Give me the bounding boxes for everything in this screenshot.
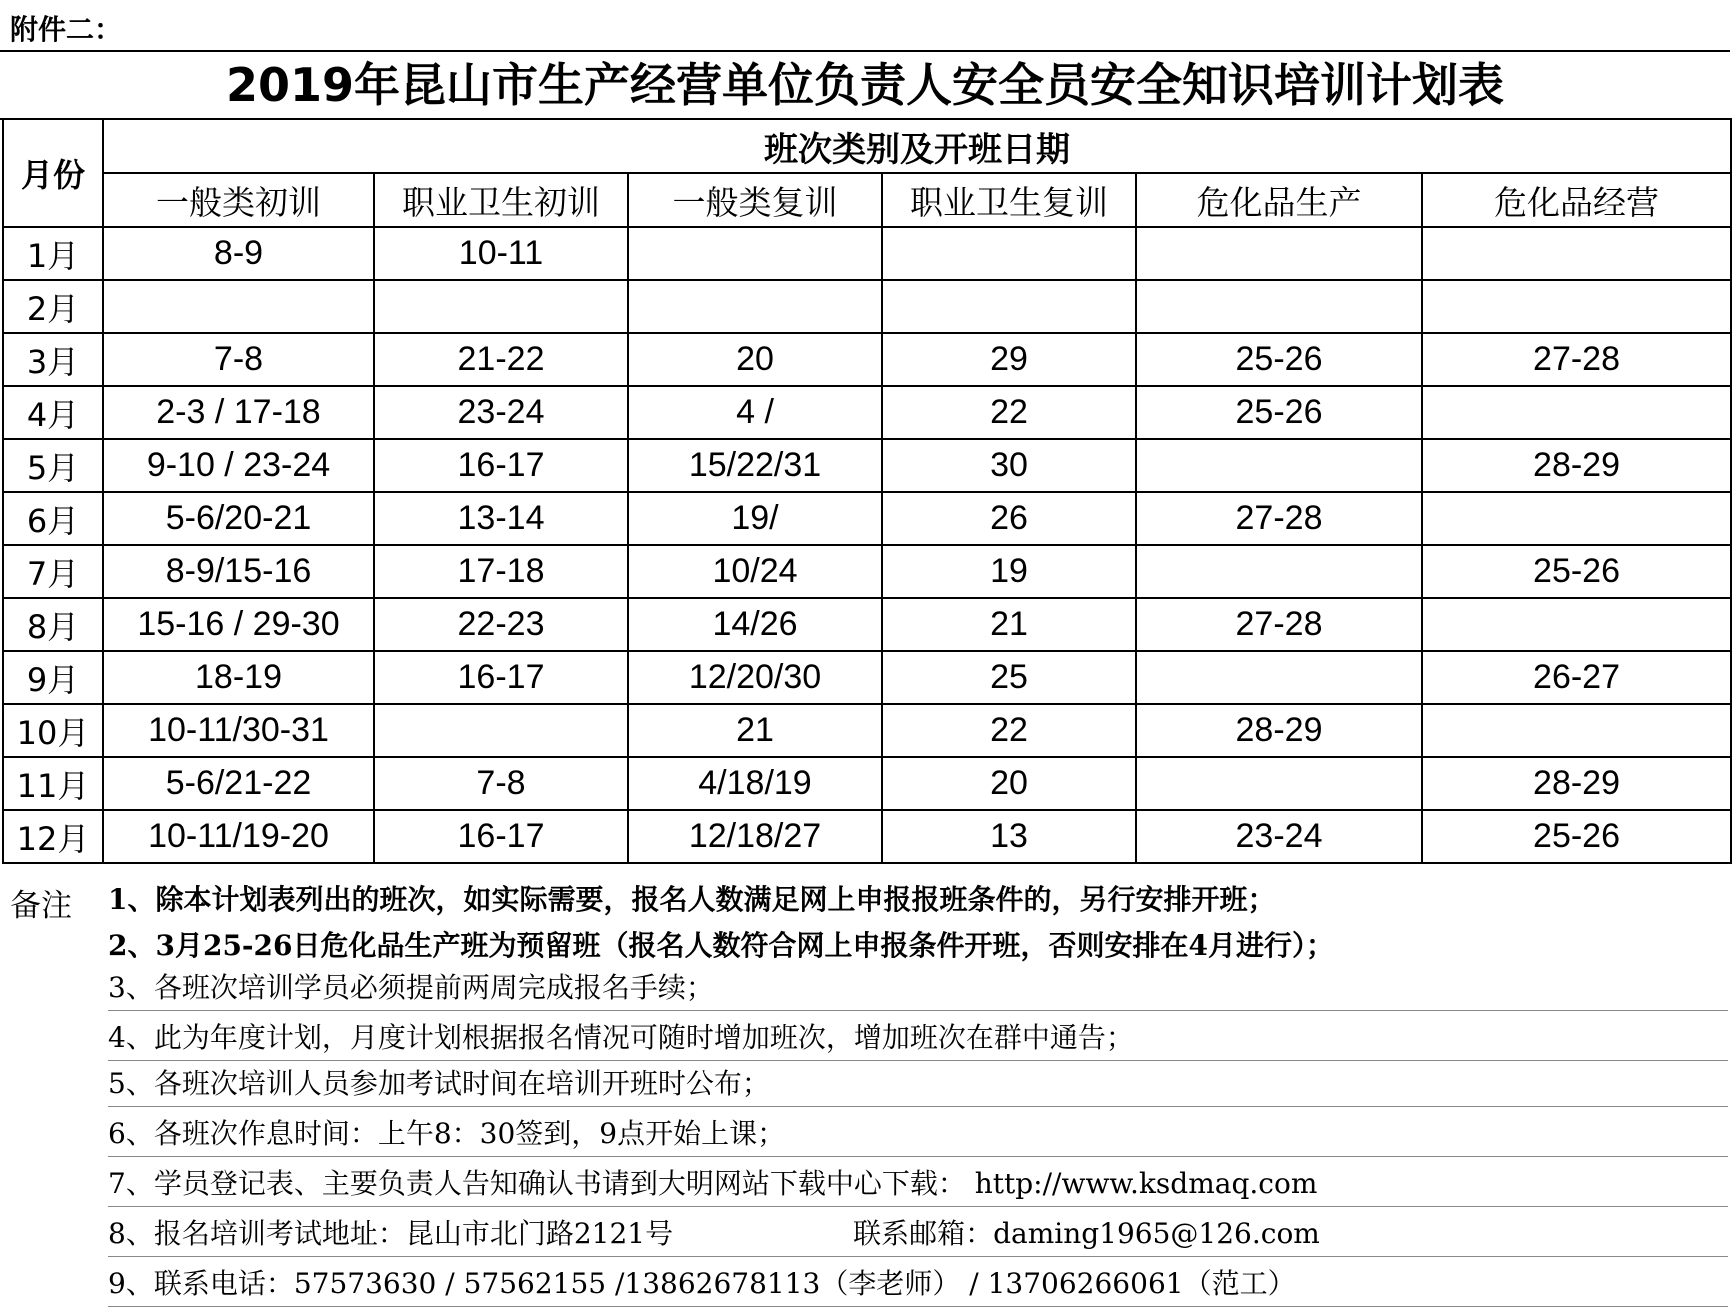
month-cell: 1月: [3, 227, 103, 280]
date-cell: 25: [882, 651, 1136, 704]
date-cell: [1136, 545, 1422, 598]
month-cell: 7月: [3, 545, 103, 598]
column-header: 一般类初训: [103, 173, 374, 227]
date-cell: 16-17: [374, 651, 628, 704]
date-cell: 13-14: [374, 492, 628, 545]
date-cell: 15/22/31: [628, 439, 882, 492]
date-cell: [1422, 227, 1731, 280]
date-cell: 20: [882, 757, 1136, 810]
note-email: 联系邮箱：daming1965@126.com: [853, 1217, 1320, 1250]
note-item: 2、3月25-26日危化品生产班为预留班（报名人数符合网上申报条件开班，否则安排在4月进行）；: [108, 929, 1335, 962]
date-cell: [1136, 651, 1422, 704]
date-cell: [628, 227, 882, 280]
column-header: 危化品生产: [1136, 173, 1422, 227]
month-cell: 3月: [3, 333, 103, 386]
date-cell: [374, 280, 628, 333]
date-cell: [882, 227, 1136, 280]
date-cell: [1136, 757, 1422, 810]
month-cell: 8月: [3, 598, 103, 651]
date-cell: [1422, 280, 1731, 333]
date-cell: 29: [882, 333, 1136, 386]
month-cell: 5月: [3, 439, 103, 492]
table-row: [3, 492, 1731, 545]
date-cell: 4 /: [628, 386, 882, 439]
date-cell: 10-11/30-31: [103, 704, 374, 757]
date-cell: 17-18: [374, 545, 628, 598]
date-cell: 28-29: [1136, 704, 1422, 757]
date-cell: 7-8: [103, 333, 374, 386]
class-category-group-header: 班次类别及开班日期: [103, 119, 1731, 173]
table-row: [3, 598, 1731, 651]
date-cell: 27-28: [1422, 333, 1731, 386]
date-cell: 25-26: [1136, 386, 1422, 439]
date-cell: 18-19: [103, 651, 374, 704]
month-cell: 2月: [3, 280, 103, 333]
month-cell: 6月: [3, 492, 103, 545]
date-cell: 13: [882, 810, 1136, 863]
date-cell: 22-23: [374, 598, 628, 651]
date-cell: 8-9: [103, 227, 374, 280]
date-cell: 12/20/30: [628, 651, 882, 704]
note-item: 6、各班次作息时间：上午8：30签到，9点开始上课；: [108, 1112, 1728, 1157]
date-cell: [882, 280, 1136, 333]
table-row: [3, 439, 1731, 492]
date-cell: 5-6/20-21: [103, 492, 374, 545]
date-cell: 23-24: [1136, 810, 1422, 863]
date-cell: 21: [628, 704, 882, 757]
table-row: [3, 545, 1731, 598]
date-cell: 2-3 / 17-18: [103, 386, 374, 439]
date-cell: 26: [882, 492, 1136, 545]
note-item: 9、联系电话：57573630 / 57562155 /13862678113（李老师） / 13706266061（范工）: [108, 1262, 1728, 1307]
note-item: 5、各班次培训人员参加考试时间在培训开班时公布；: [108, 1062, 1728, 1107]
date-cell: 10/24: [628, 545, 882, 598]
date-cell: 19: [882, 545, 1136, 598]
column-header: 职业卫生复训: [882, 173, 1136, 227]
table-row: [3, 280, 1731, 333]
date-cell: [1136, 280, 1422, 333]
date-cell: 22: [882, 386, 1136, 439]
training-schedule-table: [2, 118, 1732, 864]
table-row: [3, 333, 1731, 386]
column-header: 一般类复训: [628, 173, 882, 227]
date-cell: 4/18/19: [628, 757, 882, 810]
note-item: 3、各班次培训学员必须提前两周完成报名手续；: [108, 966, 1728, 1011]
month-cell: 4月: [3, 386, 103, 439]
note-item-address: [108, 1212, 1728, 1257]
date-cell: 22: [882, 704, 1136, 757]
date-cell: 19/: [628, 492, 882, 545]
table-row: [3, 227, 1731, 280]
date-cell: [628, 280, 882, 333]
date-cell: 28-29: [1422, 439, 1731, 492]
date-cell: 20: [628, 333, 882, 386]
note-item: 4、此为年度计划，月度计划根据报名情况可随时增加班次，增加班次在群中通告；: [108, 1016, 1728, 1061]
date-cell: 8-9/15-16: [103, 545, 374, 598]
table-row: [3, 757, 1731, 810]
table-row: [3, 810, 1731, 863]
date-cell: 16-17: [374, 810, 628, 863]
month-column-header: 月份: [3, 119, 103, 227]
table-row: [3, 386, 1731, 439]
date-cell: 21: [882, 598, 1136, 651]
date-cell: 25-26: [1422, 545, 1731, 598]
date-cell: [1422, 386, 1731, 439]
date-cell: [374, 704, 628, 757]
date-cell: 10-11: [374, 227, 628, 280]
date-cell: 16-17: [374, 439, 628, 492]
date-cell: [1422, 704, 1731, 757]
date-cell: 15-16 / 29-30: [103, 598, 374, 651]
date-cell: 9-10 / 23-24: [103, 439, 374, 492]
date-cell: [103, 280, 374, 333]
date-cell: 7-8: [374, 757, 628, 810]
date-cell: 5-6/21-22: [103, 757, 374, 810]
date-cell: 10-11/19-20: [103, 810, 374, 863]
date-cell: 23-24: [374, 386, 628, 439]
column-header: 职业卫生初训: [374, 173, 628, 227]
date-cell: [1136, 439, 1422, 492]
date-cell: 12/18/27: [628, 810, 882, 863]
column-header: 危化品经营: [1422, 173, 1731, 227]
date-cell: [1136, 227, 1422, 280]
month-cell: 12月: [3, 810, 103, 863]
month-cell: 9月: [3, 651, 103, 704]
date-cell: 14/26: [628, 598, 882, 651]
attachment-label: 附件二：: [10, 13, 123, 46]
table-row: [3, 704, 1731, 757]
month-cell: 11月: [3, 757, 103, 810]
date-cell: 27-28: [1136, 492, 1422, 545]
date-cell: [1422, 492, 1731, 545]
notes-label: 备注: [10, 888, 72, 924]
date-cell: 25-26: [1136, 333, 1422, 386]
note-item: 7、学员登记表、主要负责人告知确认书请到大明网站下载中心下载： http://www.ksdmaq.com: [108, 1162, 1728, 1207]
schedule-body: [3, 227, 1731, 863]
table-row: [3, 651, 1731, 704]
note-address: 8、报名培训考试地址：昆山市北门路2121号: [108, 1217, 674, 1250]
date-cell: 26-27: [1422, 651, 1731, 704]
note-item: 1、除本计划表列出的班次，如实际需要，报名人数满足网上申报报班条件的，另行安排开班；: [108, 883, 1276, 916]
date-cell: 27-28: [1136, 598, 1422, 651]
month-cell: 10月: [3, 704, 103, 757]
date-cell: 28-29: [1422, 757, 1731, 810]
date-cell: [1422, 598, 1731, 651]
document-title: 2019年昆山市生产经营单位负责人安全员安全知识培训计划表: [0, 50, 1730, 120]
date-cell: 30: [882, 439, 1136, 492]
date-cell: 21-22: [374, 333, 628, 386]
date-cell: 25-26: [1422, 810, 1731, 863]
